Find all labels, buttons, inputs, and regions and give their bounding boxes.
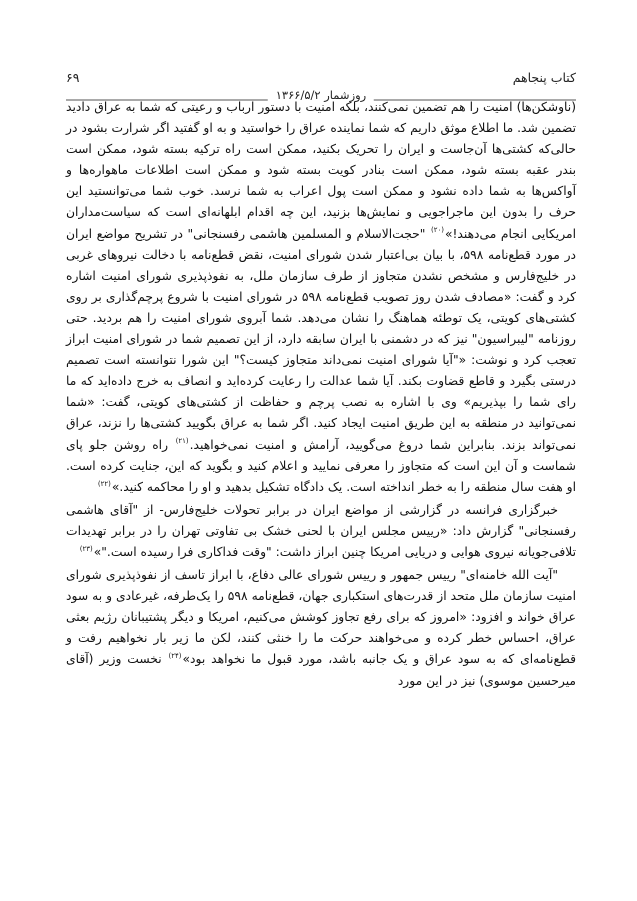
body-text [66,97,576,692]
paragraph-2 [66,500,576,563]
paragraph-3 [66,565,576,692]
paragraph-text: "آیت الله خامنه‌ای" رییس جمهور و رییس شورای عالی دفاع، با ابراز تاسف از نفوذپذیری شورای امنیت سازمان ملل متحد از قدرت‌های استکباری جهان، قطع‌نامه ۵۹۸ را یک‌طرفه، غیرعادی و به سود عراق خواند و افزود: «امروز که برای رفع تجاوز کوشش می‌کنیم، امریکا و دیگر پشتیبانان رژیم بعثی عراق، احساس خطر کرده و می‌خواهند حرکت ما را خنثی کنند، لکن ما زیر بار نخواهیم رفت و قطع‌نامه‌ای که به سود عراق و یک جانبه باشد، مورد قبول ما نخواهد بود» [66,568,576,667]
footnote-ref[interactable]: (۲۴) [168,652,182,661]
paragraph-text: خبرگزاری فرانسه در گزارشی از مواضع ایران در برابر تحولات خلیج‌فارس- از "آقای هاشمی رفسنجانی" گزارش داد: «رییس مجلس ایران با لحنی خشک بی تفاوتی تهران را در برابر تهدیدات تلافی‌جویانه نیروی هوایی و دریایی امریکا چنین ابراز داشت: "وقت فداکاری فرا رسیده است."» [66,502,576,559]
footnote-ref[interactable]: (۲۱) [175,437,189,446]
paragraph-text: (ناوشکن‌ها) امنیت را هم تضمین نمی‌کنند، بلکه امنیت با دستور ارباب و رعیتی که شما به عراق دادید تضمین شد. ما اطلاع موثق داریم که شما نماینده عراق را خواستید و به او گفتید اگر شرارت بشود در حالی‌که کشتی‌ها آن‌جاست و ایران را تحریک بکنید، ممکن است راه ترکیه بسته شود، ممکن است بندر عقبه بسته شود، ممکن است بنادر کویت بسته شود و ممکن است اطلاعات ماهواره‌ها و آواکس‌ها به شما داده نشود و ممکن است پول اعراب به شما نرسد. خوب شما می‌توانستید این حرف را بدون این ماجراجویی و نمایش‌ها بزنید، این چه اقدام ابلهانه‌ای است که سیاست‌مداران امریکایی انجام می‌دهند!» [66,100,576,241]
book-page [66,66,576,688]
paragraph-text: "حجت‌الاسلام و المسلمین هاشمی رفسنجانی" در تشریح مواضع ایران در مورد قطع‌نامه ۵۹۸، با بیان بی‌اعتبار شدن شورای امنیت، نقض قطع‌نامه با دخالت نیروهای غربی در خلیج‌فارس و مشخص نشدن متجاوز از طرف سازمان ملل، به نفوذپذیری شورای امنیت اشاره کرد و گفت: «مصادف شدن روز تصویب قطع‌نامه ۵۹۸ در شورای امنیت با شروع پرچم‌گذاری بر روی کشتی‌های کویتی، یک توطئه هماهنگ را نشان می‌دهد. شما آبروی شورای امنیت را هم بردید. حتی روزنامه "لیبراسیون" نیز که در دشمنی با ایران سابقه دارد، از این تصمیم شما در شورای امنیت ابراز تعجب کرد و نوشت: «"آیا شورای امنیت نمی‌داند متجاوز کیست؟" این شورا نتوانسته است تصمیم درستی بگیرد و قاطع قضاوت بکند. آیا شما عدالت را رعایت کرده‌اید و انصاف به خرج داده‌اید که ما رای شما را بپذیریم» وی با اشاره به نصب پرچم و حفاظت از کشتی‌های کویتی، گفت: «شما نمی‌توانید در منطقه به این طریق امنیت ایجاد کنید. اگر شما به عراق بگویید کشتی‌ها را نزند، عراق نمی‌تواند بزند. بنابراین شما دروغ می‌گویید، آرامش و امنیت نمی‌خواهید. [66,226,576,452]
page-number: ۶۹ [66,70,80,85]
footnote-ref[interactable]: (۲۲) [97,479,111,488]
footnote-ref[interactable]: (۲۰) [430,226,444,235]
running-head: روزشمار ۱۳۶۶/۵/۲ [268,88,374,102]
paragraph-text: راه روشن جلو پای شماست و آن این است که متجاوز را معرفی نمایید و اعلام کنید و بگوید که این، جنایت کرده است. او هفت سال منطقه را به خطر انداخته است. یک دادگاه تشکیل بدهید و او را محاکمه کنید.» [66,437,576,494]
paragraph-text: نخست وزیر (آقای میرحسین موسوی) نیز در این مورد [66,652,576,688]
footnote-ref[interactable]: (۲۳) [79,544,93,553]
paragraph-1 [66,97,576,498]
page-header [66,66,576,102]
book-title: کتاب پنجاهم [512,70,576,85]
